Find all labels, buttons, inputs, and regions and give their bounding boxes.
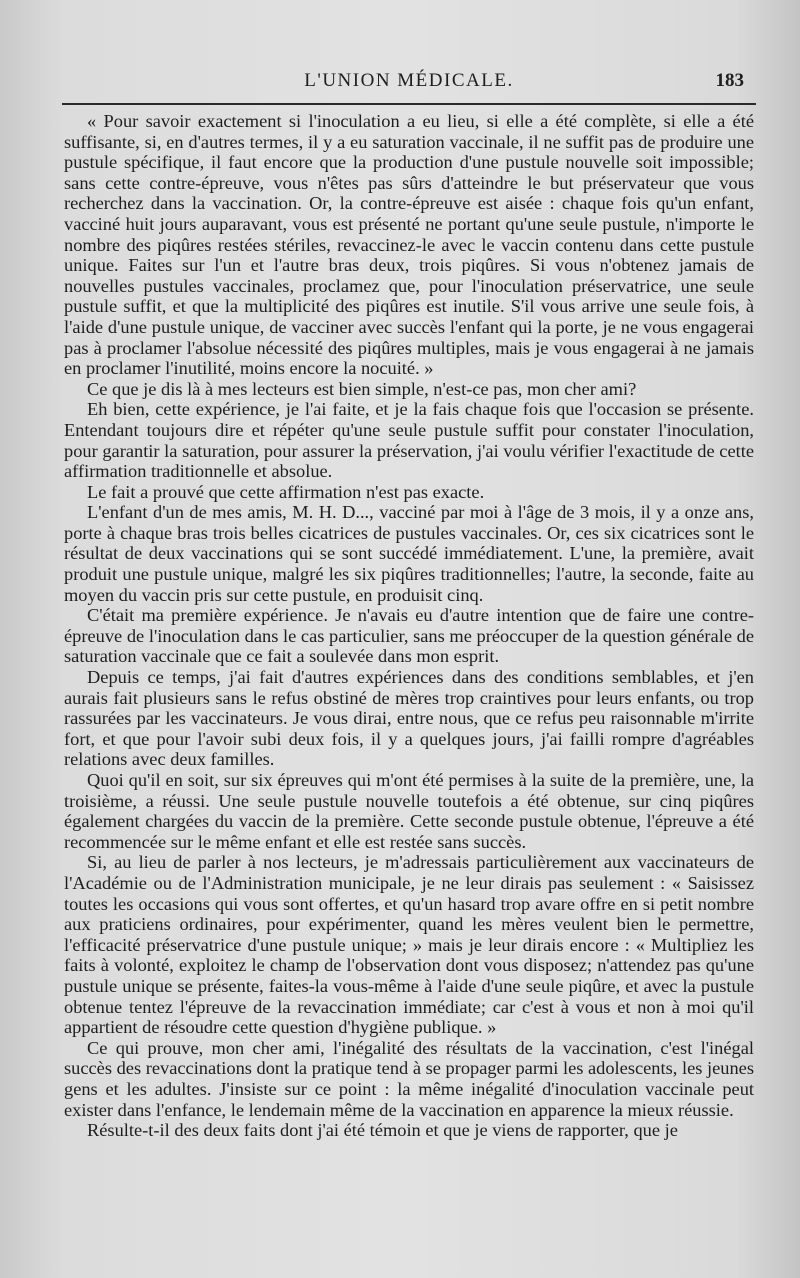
paragraph-5: L'enfant d'un de mes amis, M. H. D..., vacciné par moi à l'âge de 3 mois, il y a onze ans, porte à chaque bras trois belles cicatrices de pustules vaccinales. Or, ces six cicatrices sont le résultat de deux vaccinations qui se sont succédé immédiatement. L'une, la première, avait produit une pustule unique, malgré les six piqûres traditionnelles; l'autre, la seconde, faite au moyen du vaccin pris sur cette pustule, en produisit cinq. (64, 502, 754, 605)
paragraph-8: Quoi qu'il en soit, sur six épreuves qui m'ont été permises à la suite de la première, une, la troisième, a réussi. Une seule pustule nouvelle toutefois a été obtenue, sur cinq piqûres également chargées du vaccin de la première. Cette seconde pustule obtenue, l'épreuve a été recommencée sur le même enfant et elle est restée sans succès. (64, 770, 754, 852)
paragraph-6: C'était ma première expérience. Je n'avais eu d'autre intention que de faire une contre-épreuve de l'inoculation dans le cas particulier, sans me préoccuper de la question générale de saturation vaccinale que ce fait a soulevée dans mon esprit. (64, 605, 754, 667)
header-rule (62, 103, 756, 105)
paragraph-quote-1: « Pour savoir exactement si l'inoculation a eu lieu, si elle a été complète, si elle a été suffisante, si, en d'autres termes, il y a eu saturation vaccinale, il ne suffit pas de produire une pustule spécifique, il faut encore que la production d'une pustule nouvelle soit impossible; sans cette contre-épreuve, vous n'êtes pas sûrs d'atteindre le but préservateur que vous recherchez dans la vaccination. Or, la contre-épreuve est aisée : chaque fois qu'un enfant, vacciné huit jours auparavant, vous est présenté ne portant qu'une seule pustule, n'importe le nombre des piqûres restées stériles, revaccinez-le avec le vaccin contenu dans cette pustule unique. Faites sur l'un et l'autre bras deux, trois piqûres. Si vous n'obtenez jamais de nouvelles pustules vaccinales, proclamez que, pour l'inoculation préservatrice, une seule pustule suffit, et que la multiplicité des piqûres est inutile. S'il vous arrive une seule fois, à l'aide d'une pustule unique, de vacciner avec succès l'enfant qui la porte, je ne vous engagerai pas à proclamer l'absolue nécessité des piqûres multiples, mais je vous engagerai à ne jamais en proclamer l'inutilité, moins encore la nocuité. » (64, 111, 754, 379)
paragraph-9: Si, au lieu de parler à nos lecteurs, je m'adressais particulièrement aux vaccinateurs de l'Académie ou de l'Administration municipale, je ne leur dirais pas seulement : « Saisissez toutes les occasions qui vous sont offertes, et qu'un hasard trop avare offre en si petit nombre aux praticiens ordinaires, pour expérimenter, quand les mères veulent bien le permettre, l'efficacité préservatrice d'une pustule unique; » mais je leur dirais encore : « Multipliez les faits à volonté, exploitez le champ de l'observation dont vous disposez; n'attendez pas qu'une pustule unique se présente, faites-la vous-même à l'aide d'une seule piqûre, et avec la pustule obtenue tentez l'épreuve de la revaccination immédiate; car c'est à vous et non à moi qu'il appartient de résoudre cette question d'hygiène publique. » (64, 852, 754, 1038)
paragraph-4: Le fait a prouvé que cette affirmation n'est pas exacte. (87, 481, 485, 502)
page-number: 183 (715, 70, 744, 91)
article-body (64, 111, 754, 1141)
paragraph-7: Depuis ce temps, j'ai fait d'autres expériences dans des conditions semblables, et j'en aurais fait plusieurs sans le refus obstiné de mères trop craintives pour leurs enfants, ou trop rassurées par les vaccinateurs. Je vous dirai, entre nous, que ce refus peu raisonnable m'irrite fort, et que pour l'avoir subi deux fois, il y a quelques jours, j'ai failli rompre d'agréables relations avec deux familles. (64, 667, 754, 770)
page-header (64, 70, 754, 98)
paragraph-3: Eh bien, cette expérience, je l'ai faite, et je la fais chaque fois que l'occasion se présente. Entendant toujours dire et répéter qu'une seule pustule suffit pour constater l'inoculation, pour garantir la saturation, pour assurer la préservation, j'ai voulu vérifier l'exactitude de cette affirmation traditionnelle et absolue. (64, 399, 754, 482)
paragraph-10: Ce qui prouve, mon cher ami, l'inégalité des résultats de la vaccination, c'est l'inégal succès des revaccinations dont la pratique tend à se propager parmi les adolescents, les jeunes gens et les adultes. J'insiste sur ce point : la même inégalité d'inoculation vaccinale peut exister dans l'enfance, le lendemain même de la vaccination en apparence la mieux réussie. (64, 1037, 754, 1120)
paragraph-2: Ce que je dis là à mes lecteurs est bien simple, n'est-ce pas, mon cher ami? (87, 378, 637, 399)
running-title: L'UNION MÉDICALE. (304, 70, 514, 91)
paragraph-11: Résulte-t-il des deux faits dont j'ai été témoin et que je viens de rapporter, que je (87, 1120, 678, 1141)
